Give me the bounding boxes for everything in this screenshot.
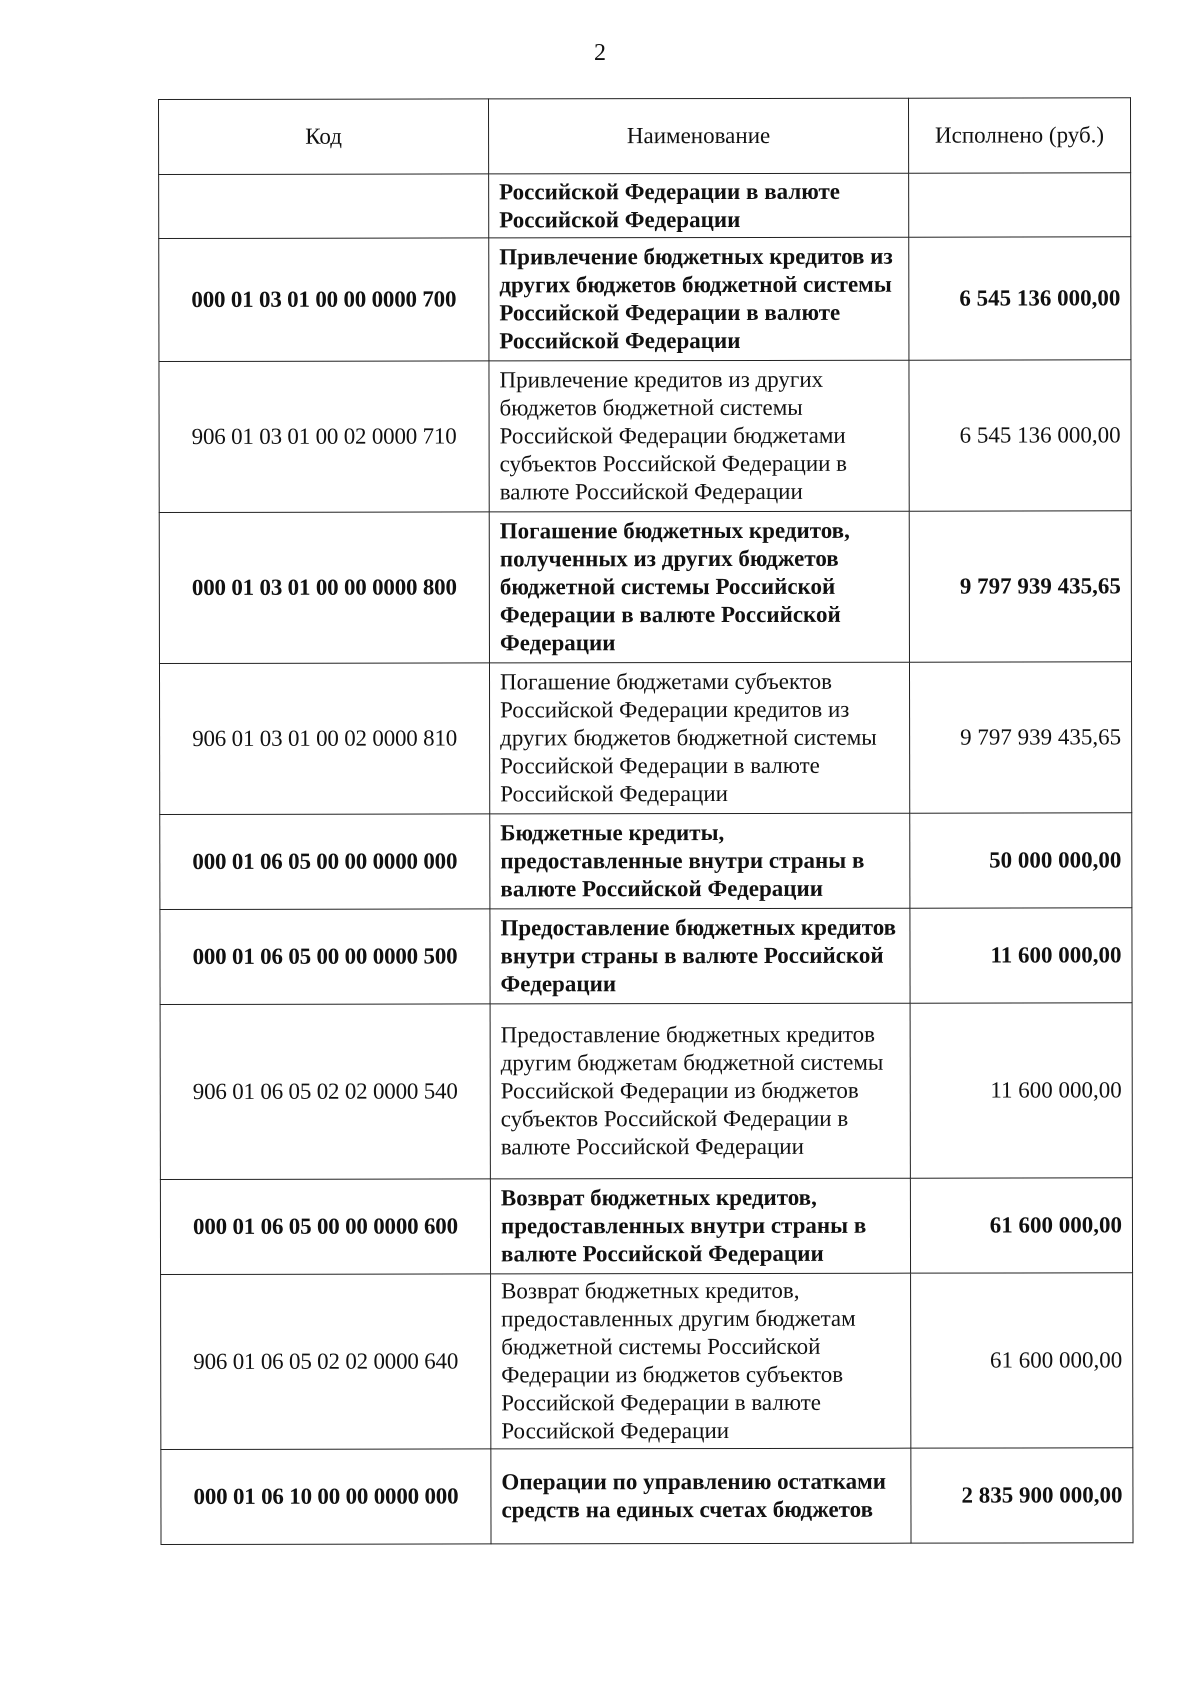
table-row (160, 908, 1132, 1005)
row-name: Предоставление бюджетных кредитов другим бюджетам бюджетной системы Российской Федерации из бюджетов субъектов Российской Федерации в валюте Российской Федерации (490, 1003, 910, 1179)
row-code: 000 01 06 10 00 00 0000 000 (161, 1449, 491, 1545)
header-code: Код (159, 99, 489, 175)
row-code: 906 01 06 05 02 02 0000 540 (160, 1004, 490, 1180)
table-row (160, 813, 1132, 910)
table-row (159, 237, 1131, 362)
row-name: Возврат бюджетных кредитов, предоставленных внутри страны в валюте Российской Федерации (490, 1178, 910, 1274)
row-sum: 61 600 000,00 (910, 1178, 1132, 1273)
row-code: 906 01 06 05 02 02 0000 640 (161, 1274, 491, 1450)
row-sum: 2 835 900 000,00 (911, 1448, 1133, 1543)
table-row (159, 511, 1131, 664)
row-name: Погашение бюджетами субъектов Российской Федерации кредитов из других бюджетов бюджетной системы Российской Федерации в валюте Российской Федерации (489, 662, 909, 814)
table-row (161, 1273, 1133, 1450)
row-code: 906 01 03 01 00 02 0000 810 (159, 663, 489, 815)
table-row (159, 360, 1131, 513)
row-code: 000 01 06 05 00 00 0000 600 (160, 1179, 490, 1275)
row-sum: 9 797 939 435,65 (909, 511, 1131, 662)
row-name: Привлечение кредитов из других бюджетов бюджетной системы Российской Федерации бюджетами субъектов Российской Федерации в валюте Российской Федерации (489, 360, 909, 512)
row-code: 000 01 06 05 00 00 0000 000 (160, 814, 490, 910)
row-name: Бюджетные кредиты, предоставленные внутри страны в валюте Российской Федерации (490, 813, 910, 909)
table-header-row (159, 98, 1131, 175)
row-code: 000 01 03 01 00 00 0000 800 (159, 512, 489, 664)
row-name: Погашение бюджетных кредитов, полученных из других бюджетов бюджетной системы Российской Федерации в валюте Российской Федерации (489, 511, 909, 663)
page-number: 2 (594, 40, 606, 66)
row-sum: 6 545 136 000,00 (909, 237, 1131, 360)
row-code: 906 01 03 01 00 02 0000 710 (159, 361, 489, 513)
row-code (159, 174, 489, 239)
row-code: 000 01 03 01 00 00 0000 700 (159, 238, 489, 362)
table-row (161, 1448, 1133, 1545)
header-sum: Исполнено (руб.) (908, 98, 1130, 173)
row-name: Привлечение бюджетных кредитов из других бюджетов бюджетной системы Российской Федерации в валюте Российской Федерации (489, 237, 909, 361)
row-sum (909, 173, 1131, 237)
row-name: Операции по управлению остатками средств на единых счетах бюджетов (491, 1448, 911, 1544)
row-sum: 11 600 000,00 (910, 908, 1132, 1003)
row-code: 000 01 06 05 00 00 0000 500 (160, 909, 490, 1005)
row-name: Предоставление бюджетных кредитов внутри страны в валюте Российской Федерации (490, 908, 910, 1004)
row-sum: 9 797 939 435,65 (909, 662, 1131, 813)
row-sum: 61 600 000,00 (911, 1273, 1133, 1448)
row-sum: 11 600 000,00 (910, 1003, 1132, 1178)
header-name: Наименование (489, 98, 909, 174)
row-name: Возврат бюджетных кредитов, предоставленных другим бюджетам бюджетной системы Российской Федерации из бюджетов субъектов Российской Федерации в валюте Российской Федерации (491, 1273, 911, 1449)
row-name: Российской Федерации в валюте Российской Федерации (489, 173, 909, 238)
row-sum: 6 545 136 000,00 (909, 360, 1131, 511)
budget-sources-table (158, 97, 1134, 1545)
table-row (159, 662, 1131, 815)
table-row (159, 173, 1131, 239)
row-sum: 50 000 000,00 (910, 813, 1132, 908)
table-row (160, 1178, 1132, 1275)
table-row (160, 1003, 1132, 1180)
